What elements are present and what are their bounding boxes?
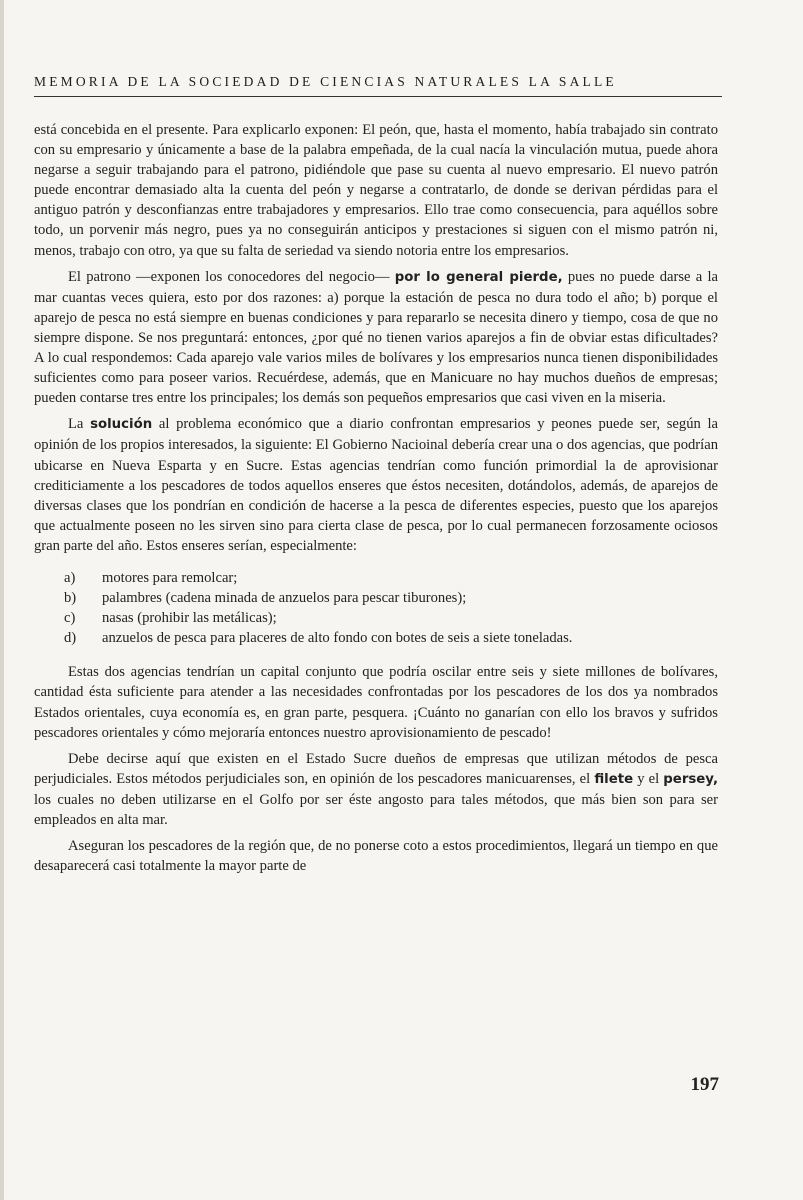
list-item-text: palambres (cadena minada de anzuelos para pescar tiburones); [102, 590, 467, 607]
bold-phrase: filete [594, 771, 634, 787]
paragraph [34, 414, 718, 556]
list-marker: a) [64, 569, 76, 586]
text-run: La [68, 416, 91, 433]
text-run: pues no puede darse a la mar cuantas veces quiera, esto por dos razones: a) porque la estación de pesca no dura todo el año; b) porque el aparejo de pesca no está siempre en buenas condiciones y para repararlo se necesita dinero y tiempo, cosa de que no siempre dispone. Se nos preguntará: entonces, ¿por qué no tienen varios aparejos a fin de obviar estas dificultades? A lo cual respondemos: Cada aparejo vale varios miles de bolívares y los empresarios nunca tienen disponibilidades suficientes como para poseer varios. Recuérdese, además, que en Manicuare no hay muchos dueños de empresas; pueden contarse tres entre los principales; los demás son pequeños empresarios que casi viven en la miseria. [34, 268, 718, 407]
list-item-text: motores para remolcar; [102, 569, 238, 586]
header-rule [34, 96, 722, 97]
text-run: los cuales no deben utilizarse en el Golfo por ser éste angosto para tales métodos, que más bien son para ser empleados en alta mar. [34, 791, 718, 828]
paragraph [34, 267, 718, 409]
page-number: 197 [690, 1074, 719, 1095]
supply-list [34, 568, 718, 648]
text-run: El patrono —exponen los conocedores del negocio— [68, 268, 395, 285]
list-marker: b) [64, 590, 77, 607]
text-run: está concebida en el presente. Para explicarlo exponen: El peón, que, hasta el momento, había trabajado sin contrato con su empresario y únicamente a base de la palabra empeñada, de la cual nacía la vinculación mutua, puede ahora negarse a seguir trabajando para el patrono, pidiéndole que pase su cuenta al nuevo empresario. El nuevo patrón puede encontrar demasiado alta la cuenta del peón y negarse a contratarlo, de donde se derivan pérdidas para el antiguo patrón y desconfianzas entre trabajadores y empresarios. Ello trae como consecuencia, para aquéllos sobre todo, un porvenir más negro, pues ya no conseguirán anticipos y prestaciones si siguen con el mismo patrón ni, menos, trabajo con otro, ya que su falta de seriedad va siendo notoria entre los empresarios. [34, 122, 718, 259]
bold-phrase: por lo general pierde, [394, 269, 563, 285]
list-item [34, 568, 718, 588]
body-text [34, 120, 718, 876]
list-marker: c) [64, 610, 76, 627]
running-head: MEMORIA DE LA SOCIEDAD DE CIENCIAS NATURALES LA SALLE [34, 74, 617, 89]
paragraph [34, 836, 718, 876]
list-item-text: nasas (prohibir las metálicas); [102, 610, 277, 627]
list-item-text: anzuelos de pesca para placeres de alto fondo con botes de seis a siete toneladas. [102, 630, 573, 647]
paragraph [34, 120, 718, 261]
list-item [34, 588, 718, 608]
paragraph [34, 662, 718, 742]
list-item [34, 608, 718, 628]
text-run: Estas dos agencias tendrían un capital conjunto que podría oscilar entre seis y siete millones de bolívares, cantidad ésta suficiente para atender a las necesidades confrontadas por los pescadores de los dos ya nombrados Estados orientales, cuya economía es, en gran parte, pesquera. ¡Cuánto no ganarían con ello los bravos y sufridos pescadores orientales y cómo mejoraría entonces nuestro aprovisionamiento de pescado! [34, 664, 718, 741]
paragraphs-before-list [34, 120, 718, 556]
text-run: Debe decirse aquí que existen en el Estado Sucre dueños de empresas que utilizan métodos de pesca perjudiciales. Estos métodos perjudiciales son, en opinión de los pescadores manicuarenses, el [34, 750, 718, 787]
bold-phrase: solución [90, 417, 153, 433]
paragraphs-after-list [34, 662, 718, 876]
paragraph [34, 749, 718, 830]
list-item [34, 628, 718, 648]
text-run: al problema económico que a diario confrontan empresarios y peones puede ser, según la opinión de los propios interesados, la siguiente: El Gobierno Nacioinal debería crear una o dos agencias, que podrían ubicarse en Nueva Esparta y en Sucre. Estas agencias tendrían como función primordial la de aprovisionar crediticiamente a los pescadores de todos aquellos enseres que éstos necesiten, dotándolos, además, de aparejos de diversas clases que los pondrían en condición de hacerse a la pesca de diferentes especies, puesto que los aparejos que actualmente poseen no les sirven sino para cierta clase de pesca, por lo cual permanecen forzosamente ociosos gran parte del año. Estos enseres serían, especialmente: [34, 416, 718, 554]
text-run: y el [633, 770, 664, 787]
text-run: Aseguran los pescadores de la región que, de no ponerse coto a estos procedimientos, llegará un tiempo en que desaparecerá casi totalmente la mayor parte de [34, 838, 718, 875]
page-edge [0, 0, 4, 1200]
list-marker: d) [64, 630, 77, 647]
bold-phrase: persey, [663, 771, 718, 787]
